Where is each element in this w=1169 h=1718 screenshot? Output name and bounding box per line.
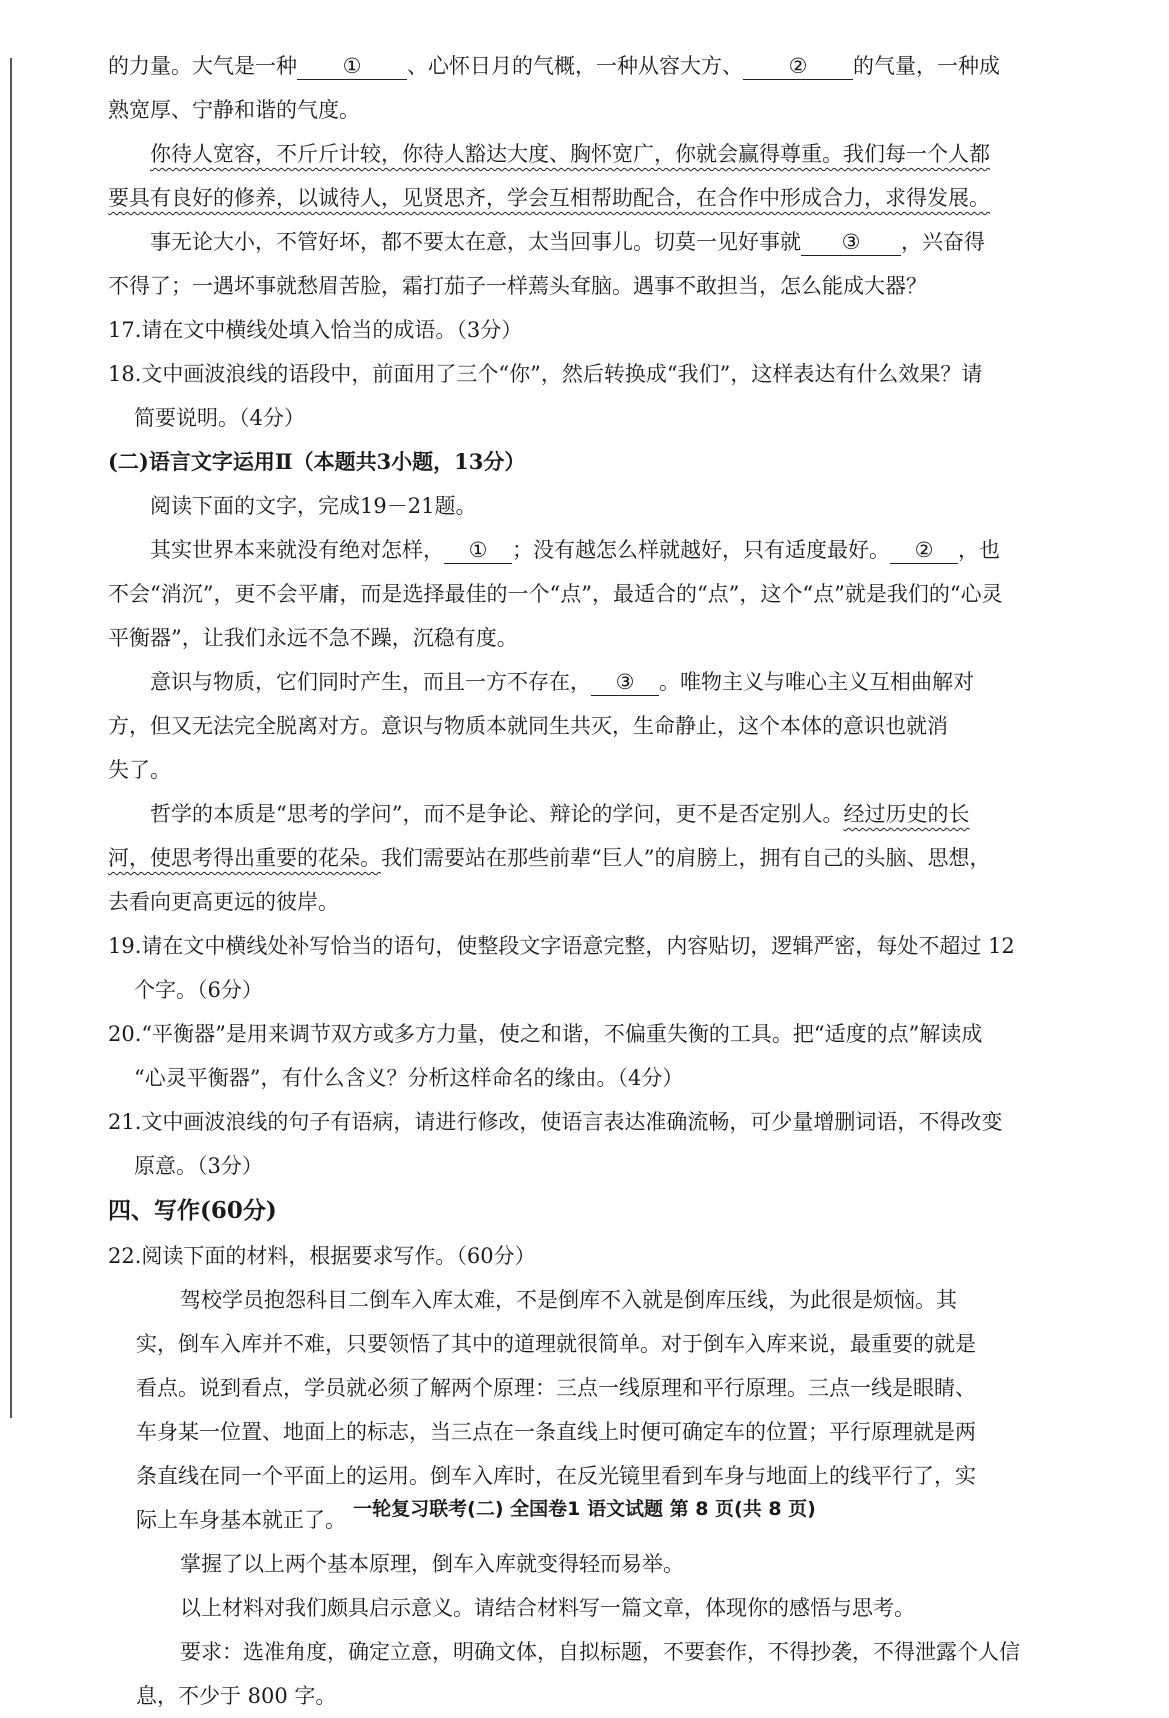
answer-blank-3[interactable]: ③	[801, 229, 901, 256]
passage-text: 其实世界本来就没有绝对怎样，	[150, 538, 444, 562]
passage-line: 去看向更高更远的彼岸。	[108, 890, 339, 914]
question-19-cont: 个字。（6分）	[134, 978, 263, 1002]
wavy-underlined-text: 要具有良好的修养，以诚待人，见贤思齐，学会互相帮助配合，在合作中形成合力，求得发展。	[108, 186, 990, 210]
section-instruction: 阅读下面的文字，完成19－21题。	[150, 494, 477, 518]
answer-blank-2[interactable]: ②	[743, 53, 853, 80]
wavy-passage-line	[108, 176, 1074, 220]
wavy-underlined-text: 你待人宽容，不斤斤计较，你待人豁达大度、胸怀宽广，你就会赢得尊重。我们每一个人都	[150, 142, 990, 166]
passage-line	[108, 44, 1074, 88]
passage-text: 的力量。大气是一种	[108, 54, 297, 78]
material-line: 看点。说到看点，学员就必须了解两个原理：三点一线原理和平行原理。三点一线是眼睛、	[136, 1376, 976, 1400]
requirement-line: 要求：选准角度，确定立意，明确文体，自拟标题，不要套作，不得抄袭，不得泄露个人信	[180, 1640, 1020, 1664]
passage-line	[108, 528, 1074, 572]
question-19: 19.请在文中横线处补写恰当的语句，使整段文字语意完整，内容贴切，逻辑严密，每处不超过 12	[108, 934, 1015, 958]
question-21-cont: 原意。（3分）	[134, 1154, 263, 1178]
passage-line: 熟宽厚、宁静和谐的气度。	[108, 98, 360, 122]
passage-text: 。唯物主义与唯心主义互相曲解对	[659, 670, 974, 694]
section-title-writing: 四、写作(60分)	[108, 1197, 277, 1224]
passage-text: ，兴奋得	[901, 230, 985, 254]
passage-line	[108, 792, 1074, 836]
passage-text: ，也	[958, 538, 1000, 562]
passage-line: 不会“消沉”，更不会平庸，而是选择最佳的一个“点”，最适合的“点”，这个“点”就是我们的“心灵	[108, 582, 1003, 606]
passage-text: 意识与物质，它们同时产生，而且一方不存在，	[150, 670, 591, 694]
passage-line: 平衡器”，让我们永远不急不躁，沉稳有度。	[108, 626, 518, 650]
page-footer: 一轮复习联考(二) 全国卷1 语文试题 第 8 页(共 8 页)	[353, 1498, 816, 1520]
passage-line	[108, 836, 1074, 880]
passage-line: 方，但又无法完全脱离对方。意识与物质本就同生共灭，生命静止，这个本体的意识也就消	[108, 714, 948, 738]
material-line: 实，倒车入库并不难，只要领悟了其中的道理就很简单。对于倒车入库来说，最重要的就是	[136, 1332, 976, 1356]
requirement-line: 息，不少于 800 字。	[136, 1684, 337, 1708]
material-line: 车身某一位置、地面上的标志，当三点在一条直线上时便可确定车的位置；平行原理就是两	[136, 1420, 976, 1444]
passage-line	[108, 220, 1074, 264]
question-18-cont: 简要说明。（4分）	[134, 406, 305, 430]
wavy-underlined-text: 经过历史的长	[843, 802, 970, 826]
passage-text: 事无论大小，不管好坏，都不要太在意，太当回事儿。切莫一见好事就	[150, 230, 801, 254]
answer-blank-1[interactable]: ①	[297, 53, 407, 80]
question-20: 20.“平衡器”是用来调节双方或多方力量，使之和谐，不偏重失衡的工具。把“适度的点”解读成	[108, 1022, 983, 1046]
question-21: 21.文中画波浪线的句子有语病，请进行修改，使语言表达准确流畅，可少量增删词语，不得改变	[108, 1110, 1003, 1134]
wavy-underlined-text: 河，使思考得出重要的花朵。	[108, 846, 381, 870]
passage-line: 不得了；一遇坏事就愁眉苦脸，霜打茄子一样蔫头耷脑。遇事不敢担当，怎么能成大器？	[108, 274, 927, 298]
passage-text: ；没有越怎么样就越好，只有适度最好。	[512, 538, 890, 562]
wavy-passage-line	[108, 132, 1074, 176]
answer-blank-2[interactable]: ②	[890, 537, 958, 564]
passage-line	[108, 660, 1074, 704]
passage-text: 我们需要站在那些前辈“巨人”的肩膀上，拥有自己的头脑、思想，	[381, 846, 991, 870]
passage-line: 失了。	[108, 758, 171, 782]
answer-blank-1[interactable]: ①	[444, 537, 512, 564]
material-line: 条直线在同一个平面上的运用。倒车入库时，在反光镜里看到车身与地面上的线平行了，实	[136, 1464, 976, 1488]
question-17: 17.请在文中横线处填入恰当的成语。（3分）	[108, 318, 523, 342]
question-22: 22.阅读下面的材料，根据要求写作。（60分）	[108, 1244, 536, 1268]
question-20-cont: “心灵平衡器”，有什么含义？分析这样命名的缘由。（4分）	[134, 1066, 684, 1090]
passage-text: 哲学的本质是“思考的学问”，而不是争论、辩论的学问，更不是否定别人。	[150, 802, 844, 826]
answer-blank-3[interactable]: ③	[591, 669, 659, 696]
material-line: 驾校学员抱怨科目二倒车入库太难，不是倒库不入就是倒库压线，为此很是烦恼。其	[180, 1288, 957, 1312]
material-line: 以上材料对我们颇具启示意义。请结合材料写一篇文章，体现你的感悟与思考。	[180, 1596, 915, 1620]
material-line: 掌握了以上两个基本原理，倒车入库就变得轻而易举。	[180, 1552, 684, 1576]
binding-margin-line	[10, 58, 12, 1418]
passage-text: 的气量，一种成	[853, 54, 1000, 78]
subsection-title: (二)语言文字运用Ⅱ（本题共3小题，13分）	[108, 449, 526, 474]
passage-text: 、心怀日月的气概，一种从容大方、	[407, 54, 743, 78]
exam-page	[108, 44, 1074, 1718]
question-18: 18.文中画波浪线的语段中，前面用了三个“你”，然后转换成“我们”，这样表达有什么效果？请	[108, 362, 983, 386]
material-line: 际上车身基本就正了。	[136, 1508, 346, 1532]
